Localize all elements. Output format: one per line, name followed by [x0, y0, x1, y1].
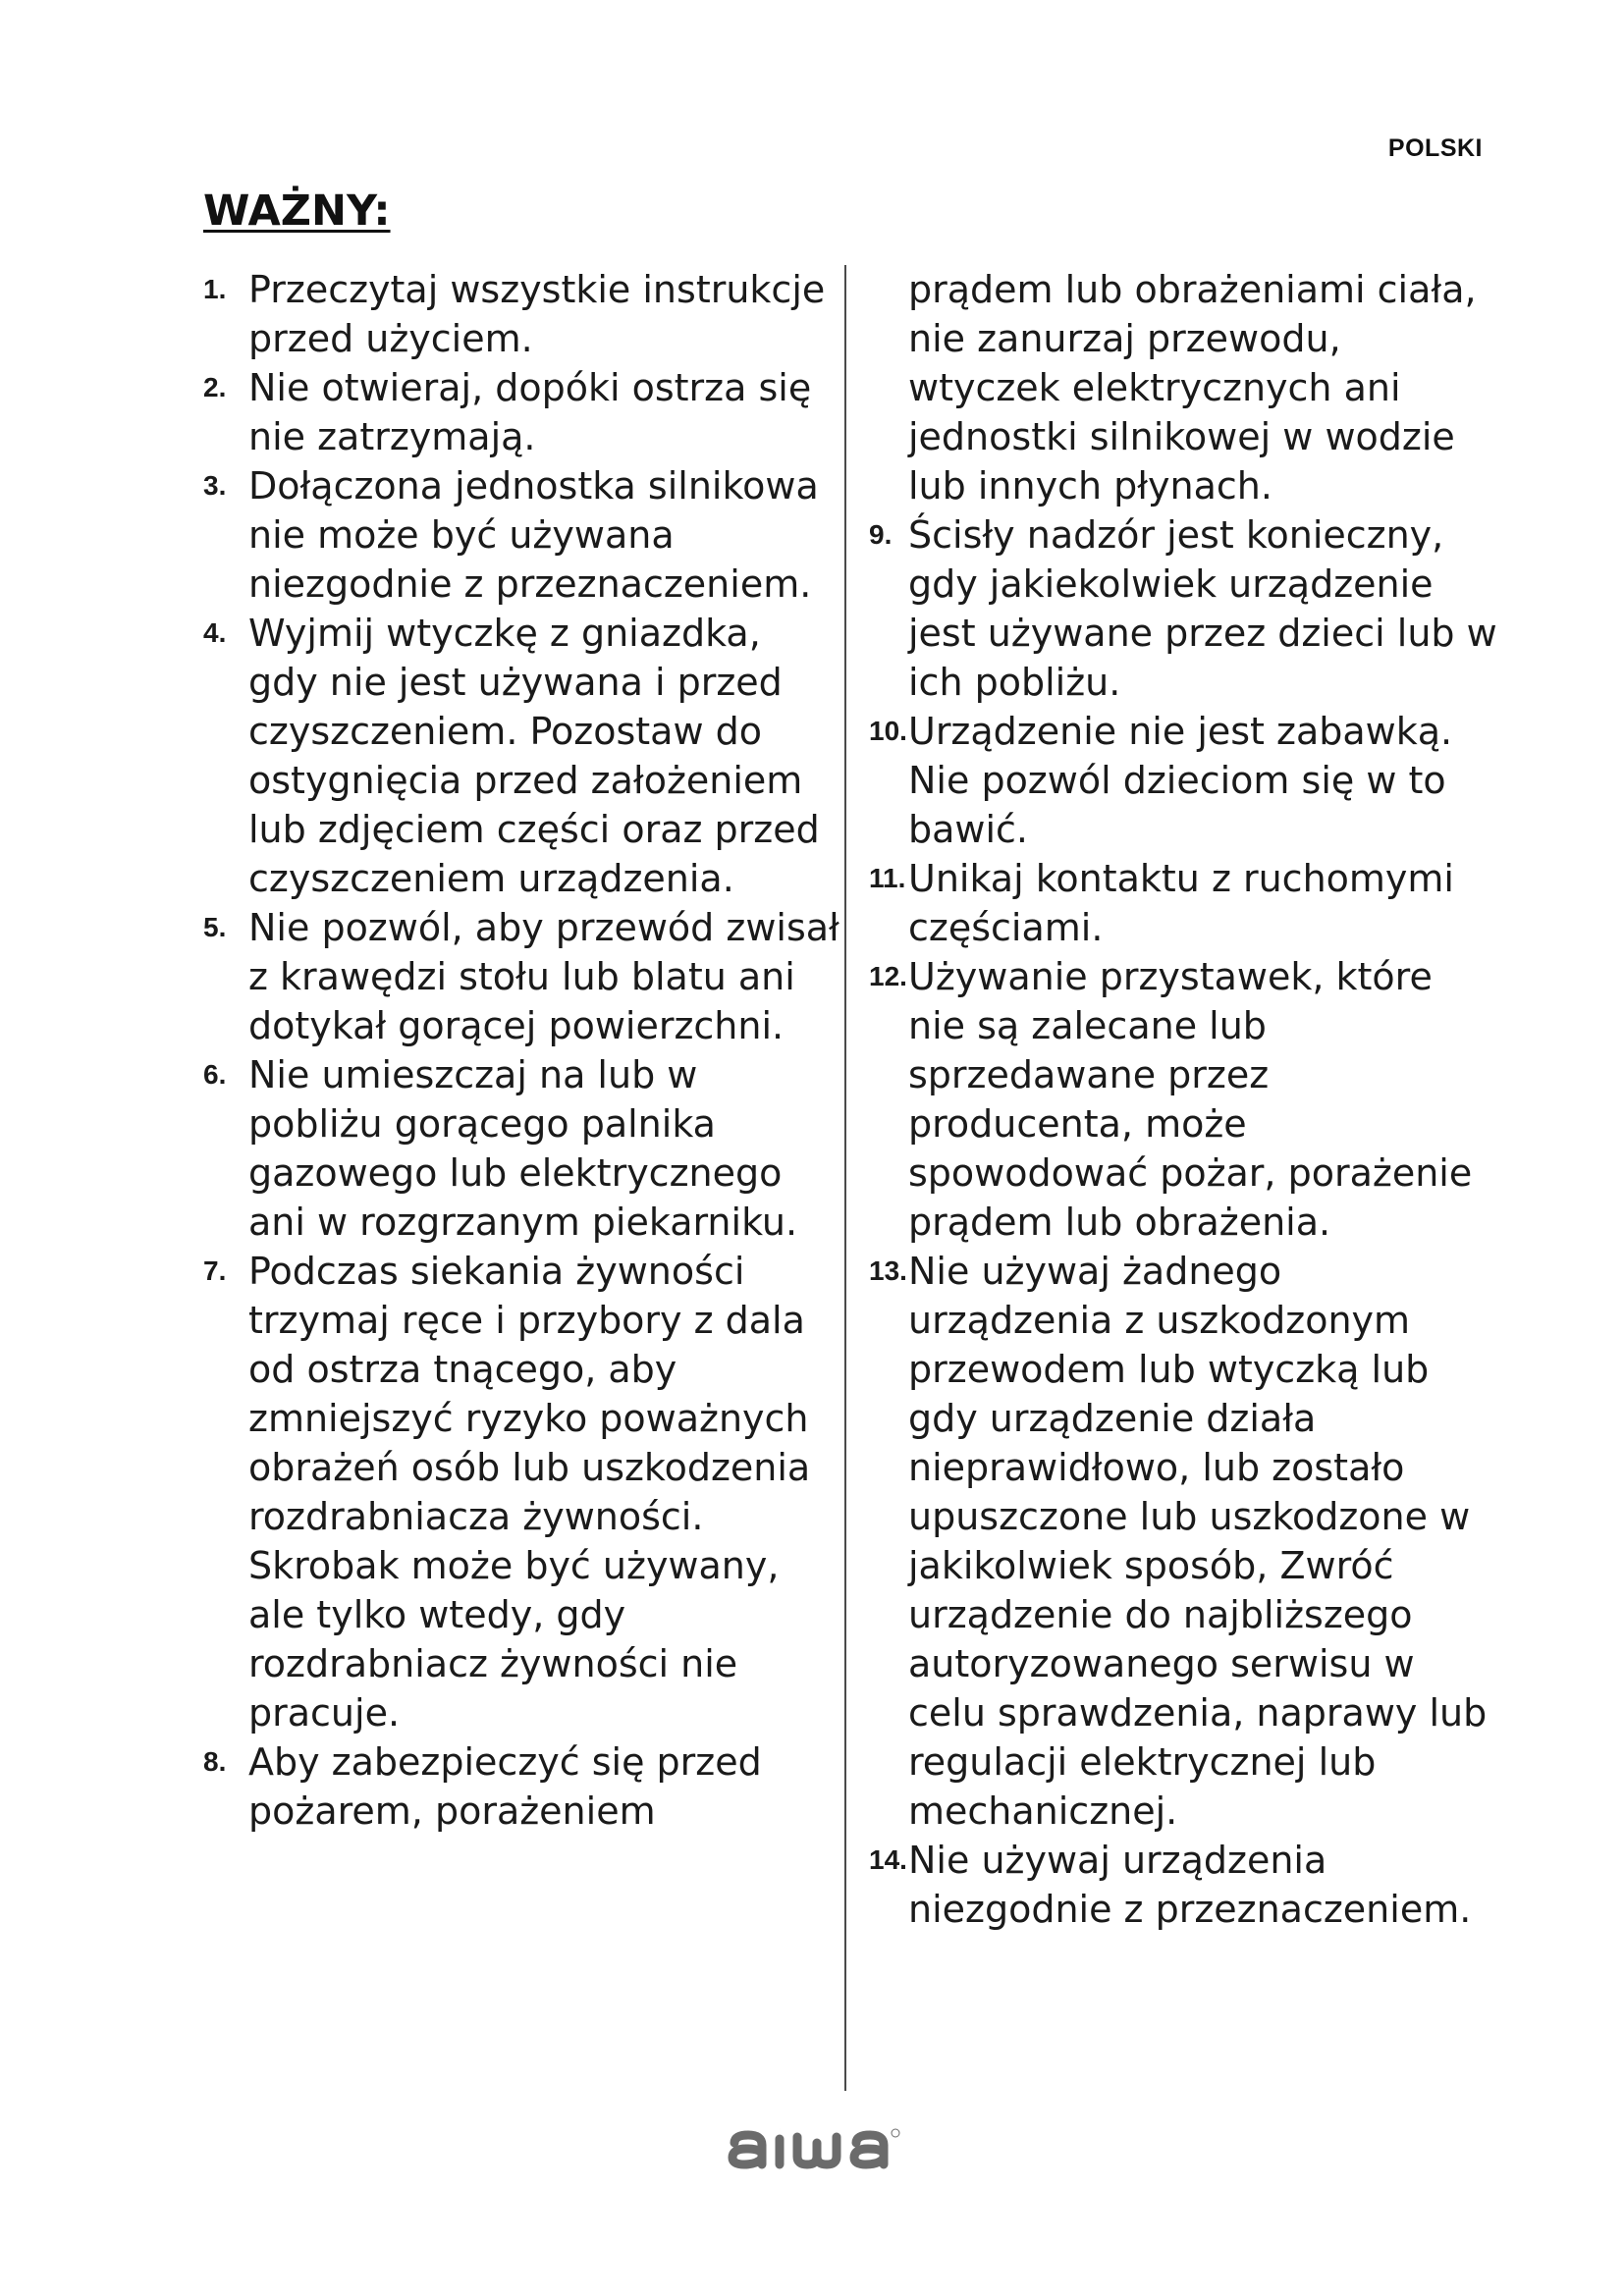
language-label: POLSKI	[1387, 134, 1483, 162]
item-text: Używanie przystawek, które nie są zalecane lub sprzedawane przez producenta, może spowodować pożar, porażenie prądem lub obrażenia.	[908, 955, 1473, 1244]
instructions-column-left	[203, 265, 841, 1836]
item-number: 4.	[203, 617, 227, 648]
item-number: 9.	[869, 519, 893, 550]
list-item	[203, 363, 841, 461]
list-item	[203, 1247, 841, 1737]
list-item	[203, 609, 841, 903]
aiwa-logo	[727, 2125, 923, 2172]
page-title: WAŻNY:	[203, 187, 391, 236]
item-text: Unikaj kontaktu z ruchomymi częściami.	[908, 857, 1454, 949]
list-item	[869, 1247, 1497, 1836]
item-number: 5.	[203, 912, 227, 942]
item-text: Urządzenie nie jest zabawką. Nie pozwól dzieciom się w to bawić.	[908, 710, 1453, 851]
item-number: 7.	[203, 1255, 227, 1286]
item-number: 8.	[203, 1746, 227, 1777]
item-text: Wyjmij wtyczkę z gniazdka, gdy nie jest używana i przed czyszczeniem. Pozostaw do ostygnięcia przed założeniem lub zdjęciem części oraz przed czyszczeniem urządzenia.	[248, 612, 820, 900]
item-text: Nie otwieraj, dopóki ostrza się nie zatrzymają.	[248, 366, 812, 458]
column-divider	[844, 265, 846, 2091]
item-number: 3.	[203, 470, 227, 501]
item-number: 6.	[203, 1059, 227, 1090]
list-item	[203, 461, 841, 609]
item-number: 1.	[203, 274, 227, 304]
item-number: 14.	[869, 1844, 907, 1875]
item-text: Nie umieszczaj na lub w pobliżu gorącego palnika gazowego lub elektrycznego ani w rozgrzanym piekarniku.	[248, 1053, 798, 1244]
item-number: 10.	[869, 716, 907, 746]
list-item	[869, 1836, 1497, 1934]
list-item	[869, 854, 1497, 952]
item-number: 11.	[869, 863, 906, 893]
item-number: 12.	[869, 961, 907, 991]
item-text: Dołączona jednostka silnikowa nie może być używana niezgodnie z przeznaczeniem.	[248, 464, 819, 606]
list-item	[869, 952, 1497, 1247]
item-text: Podczas siekania żywności trzymaj ręce i przybory z dala od ostrza tnącego, aby zmniejszyć ryzyko poważnych obrażeń osób lub uszkodzenia rozdrabniacza żywności. Skrobak może być używany, ale tylko wtedy, gdy rozdrabniacz żywności nie pracuje.	[248, 1250, 811, 1735]
list-item	[203, 1737, 841, 1836]
item-text: Nie używaj żadnego urządzenia z uszkodzonym przewodem lub wtyczką lub gdy urządzenie działa nieprawidłowo, lub zostało upuszczone lub uszkodzone w jakikolwiek sposób, Zwróć urządzenie do najbliższego autoryzowanego serwisu w celu sprawdzenia, naprawy lub regulacji elektrycznej lub mechanicznej.	[908, 1250, 1488, 1833]
list-item	[203, 903, 841, 1050]
instructions-column-right	[869, 265, 1497, 1934]
item-text: Aby zabezpieczyć się przed pożarem, porażeniem	[248, 1740, 762, 1833]
list-item	[203, 1050, 841, 1247]
list-item	[869, 510, 1497, 707]
aiwa-logo-mark	[732, 2135, 884, 2164]
item-text: Nie pozwól, aby przewód zwisał z krawędzi stołu lub blatu ani dotykał gorącej powierzchni.	[248, 906, 839, 1047]
list-item	[203, 265, 841, 363]
item-text: Przeczytaj wszystkie instrukcje przed użyciem.	[248, 268, 826, 360]
item-number: 13.	[869, 1255, 907, 1286]
item-number: 2.	[203, 372, 227, 402]
list-item	[869, 707, 1497, 854]
item-text: Nie używaj urządzenia niezgodnie z przeznaczeniem.	[908, 1839, 1472, 1931]
list-item-continuation	[869, 265, 1497, 510]
item-text: Ścisły nadzór jest konieczny, gdy jakiekolwiek urządzenie jest używane przez dzieci lub w ich pobliżu.	[908, 513, 1497, 704]
item-text: prądem lub obrażeniami ciała, nie zanurzaj przewodu, wtyczek elektrycznych ani jednostki silnikowej w wodzie lub innych płynach.	[908, 268, 1477, 507]
